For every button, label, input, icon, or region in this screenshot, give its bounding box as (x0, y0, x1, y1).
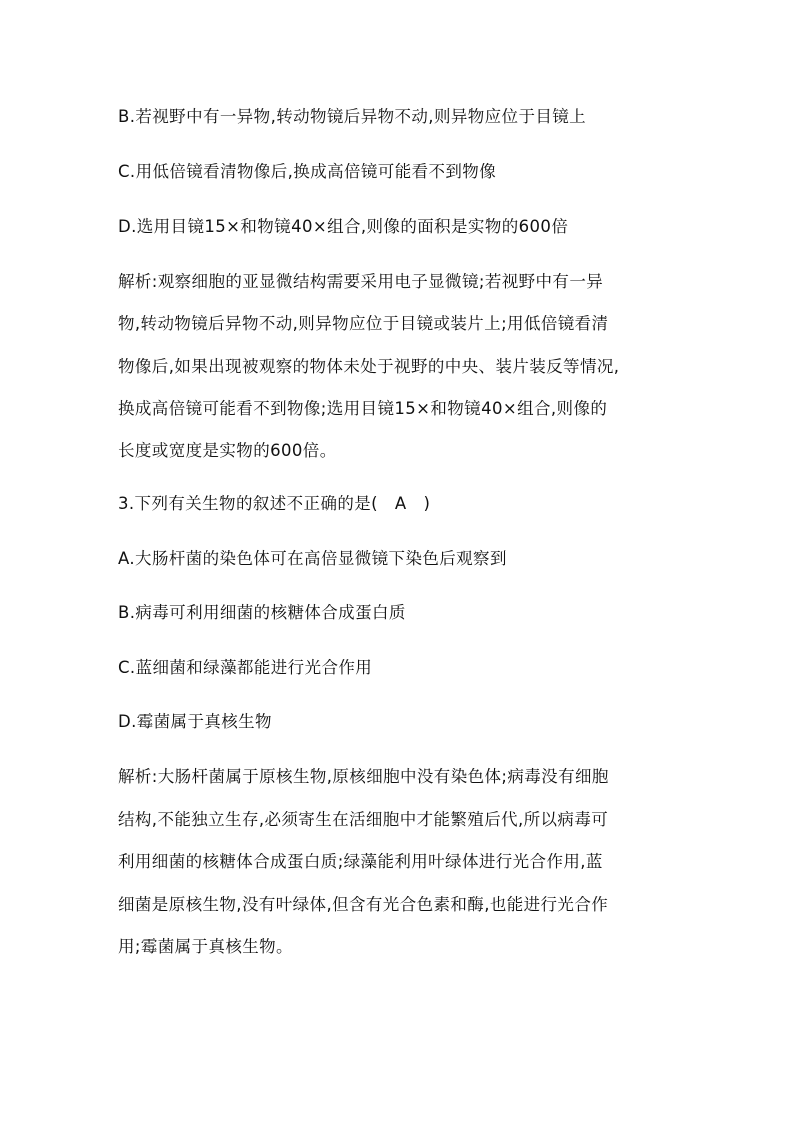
q2-option-b: B.若视野中有一异物,转动物镜后异物不动,则异物应位于目镜上 (118, 107, 587, 126)
q2-analysis-line: 物像后,如果出现被观察的物体未处于视野的中央、装片装反等情况, (118, 357, 620, 376)
q3-analysis-line: 细菌是原核生物,没有叶绿体,但含有光合色素和酶,也能进行光合作 (118, 895, 609, 914)
q3-analysis-line: 用;霉菌属于真核生物。 (118, 937, 293, 956)
q3-analysis-line: 结构,不能独立生存,必须寄生在活细胞中才能繁殖后代,所以病毒可 (118, 810, 609, 829)
q3-option-a: A.大肠杆菌的染色体可在高倍显微镜下染色后观察到 (118, 549, 507, 568)
q2-option-d: D.选用目镜15×和物镜40×组合,则像的面积是实物的600倍 (118, 217, 569, 236)
q3-analysis-line: 利用细菌的核糖体合成蛋白质;绿藻能利用叶绿体进行光合作用,蓝 (118, 852, 603, 871)
q3-stem: 3.下列有关生物的叙述不正确的是( A ) (118, 494, 431, 513)
q2-analysis-line: 换成高倍镜可能看不到物像;选用目镜15×和物镜40×组合,则像的 (118, 399, 608, 418)
q2-analysis-line: 长度或宽度是实物的600倍。 (118, 441, 337, 460)
q3-option-d: D.霉菌属于真核生物 (118, 712, 272, 731)
q2-option-c: C.用低倍镜看清物像后,换成高倍镜可能看不到物像 (118, 162, 497, 181)
q3-option-c: C.蓝细菌和绿藻都能进行光合作用 (118, 658, 373, 677)
q3-analysis-line: 解析:大肠杆菌属于原核生物,原核细胞中没有染色体;病毒没有细胞 (118, 767, 609, 786)
q2-analysis-line: 解析:观察细胞的亚显微结构需要采用电子显微镜;若视野中有一异 (118, 272, 604, 291)
q2-analysis-line: 物,转动物镜后异物不动,则异物应位于目镜或装片上;用低倍镜看清 (118, 314, 609, 333)
q3-option-b: B.病毒可利用细菌的核糖体合成蛋白质 (118, 603, 406, 622)
